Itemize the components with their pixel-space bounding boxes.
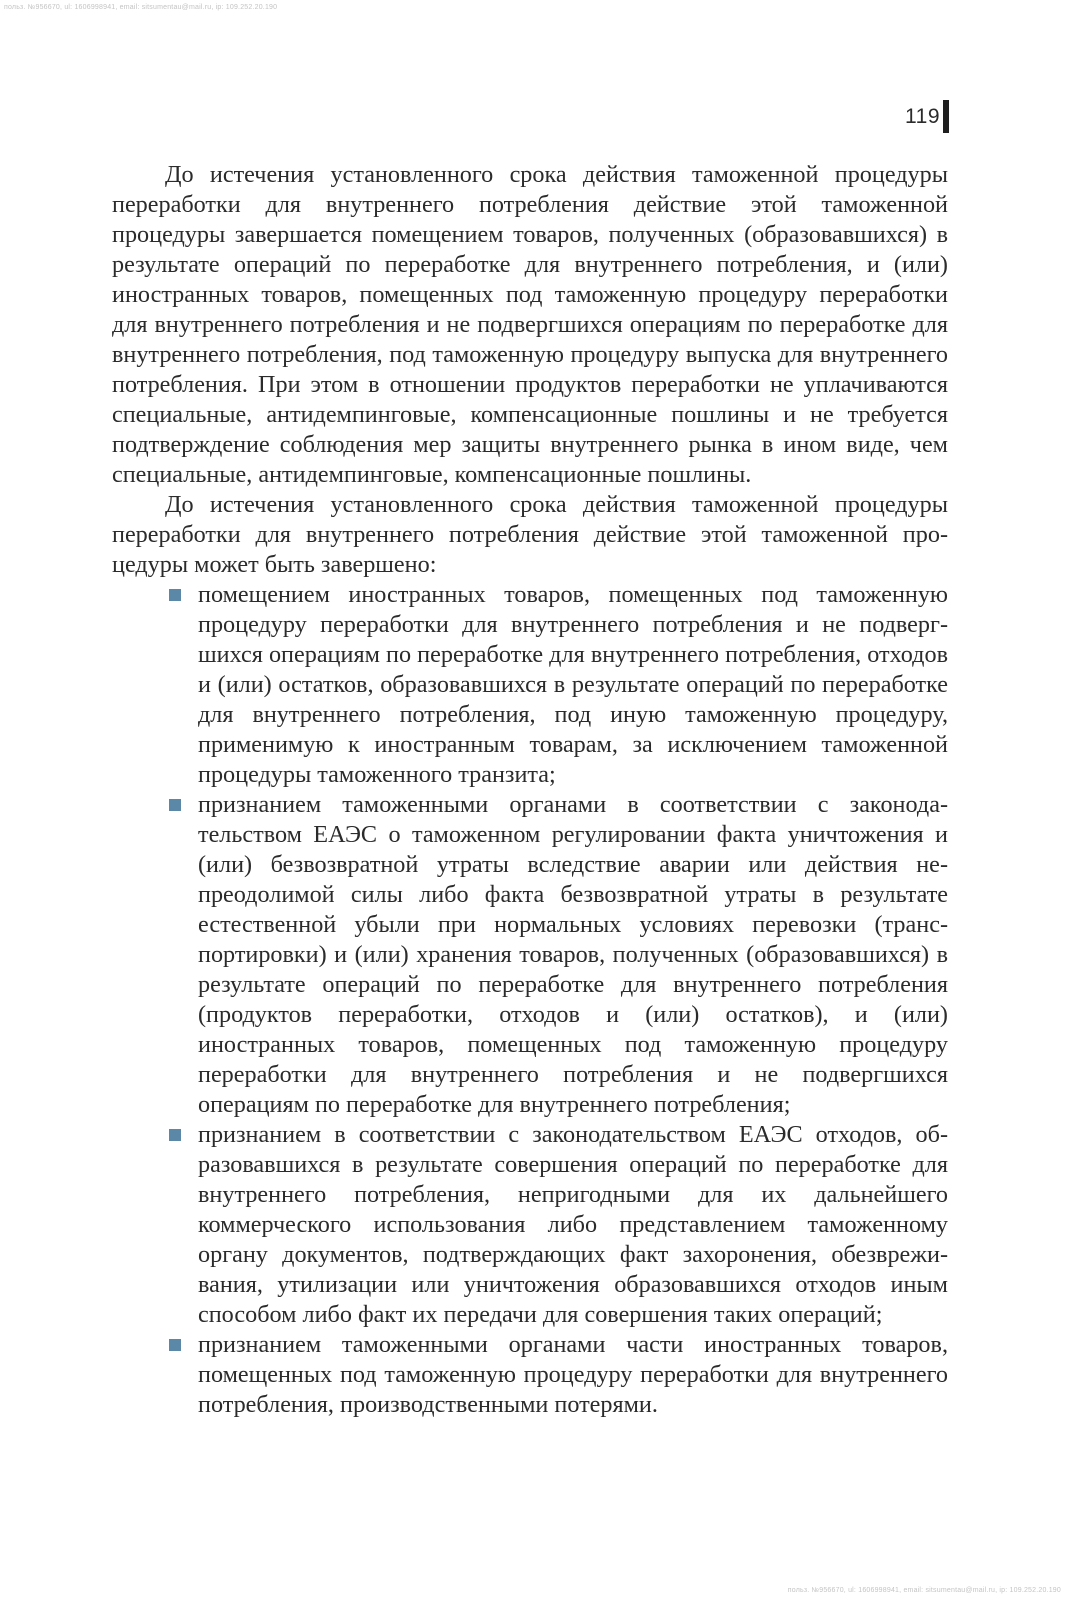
list-item-text: признанием таможенными органами в соответствии с законодательством ЕАЭС о таможенном регулировании факта уничтожения и (или) безвозвратной утраты вследствие аварии или действия непреодолимой силы либо факта безвозвратной утраты в результате естественной убыли при нормальных условиях перевозки (транспортировки) и (или) хранения товаров, полученных (образовавшихся) в результате операций по переработке для внутреннего потребления (продуктов переработки, отходов и (или) остатков), и (или) иностранных товаров, помещенных под таможенную процедуру переработки для внутреннего потребления и не подвергшихся операциям по переработке для внутреннего потребления; xyxy=(198,791,948,1118)
list-item-text: помещением иностранных товаров, помещенных под таможенную процедуру переработки для внутреннего потребления и не подвергшихся операциям по переработке для внутреннего потребления, отходов и (или) остатков, образовавшихся в результате операций по переработке для внутреннего потребления, под иную таможенную процедуру, применимую к иностранным товарам, за исключением таможенной процедуры таможенного транзита; xyxy=(198,581,948,788)
list-item xyxy=(198,1330,948,1420)
watermark-bottom: польз. №956670, ul: 1606998941, email: sitsumentau@mail.ru, ip: 109.252.20.190 xyxy=(787,1587,1061,1594)
watermark-top: польз. №956670, ul: 1606998941, email: sitsumentau@mail.ru, ip: 109.252.20.190 xyxy=(4,4,278,11)
page-number: 119 xyxy=(905,105,940,128)
list-item-text: признанием в соответствии с законодательством ЕАЭС отходов, образовавшихся в результате совершения операций по переработке для внутреннего потребления, непригодными для их дальнейшего коммерческого использования либо представлением таможенному органу документов, подтверждающих факт захоронения, обезвреживания, утилизации или уничтожения образовавшихся отходов иным способом либо факт их передачи для совершения таких операций; xyxy=(198,1121,948,1328)
paragraph-2: До истечения установленного срока действия таможенной процедуры переработки для внутреннего потребления действие этой таможенной процедуры может быть завершено: xyxy=(112,491,948,578)
bullet-list xyxy=(112,580,948,1420)
page-body xyxy=(112,160,948,1420)
list-item xyxy=(198,790,948,1120)
list-item-text: признанием таможенными органами части иностранных товаров, помещенных под таможенную процедуру переработки для внутреннего потребления, производственными потерями. xyxy=(198,1331,948,1418)
square-bullet-icon xyxy=(169,1339,181,1351)
list-item xyxy=(198,580,948,790)
page-number-bar xyxy=(943,100,949,133)
list-item xyxy=(198,1120,948,1330)
square-bullet-icon xyxy=(169,589,181,601)
square-bullet-icon xyxy=(169,799,181,811)
paragraph-1: До истечения установленного срока действия таможенной процедуры переработки для внутреннего потребления действие этой таможенной процедуры завершается помещением товаров, полученных (образовавшихся) в результате операций по переработке для внутреннего потребления, и (или) иностранных товаров, помещенных под таможенную процедуру переработки для внутреннего потребления и не подвергшихся операциям по переработке для внутреннего потребления, под таможенную процедуру выпуска для внутреннего потребления. При этом в отношении продуктов переработки не уплачиваются специальные, антидемпинговые, компенсационные пошлины и не требуется подтверждение соблюдения мер защиты внутреннего рынка в ином виде, чем специальные, антидемпинговые, компенсационные пошлины. xyxy=(112,161,948,488)
square-bullet-icon xyxy=(169,1129,181,1141)
